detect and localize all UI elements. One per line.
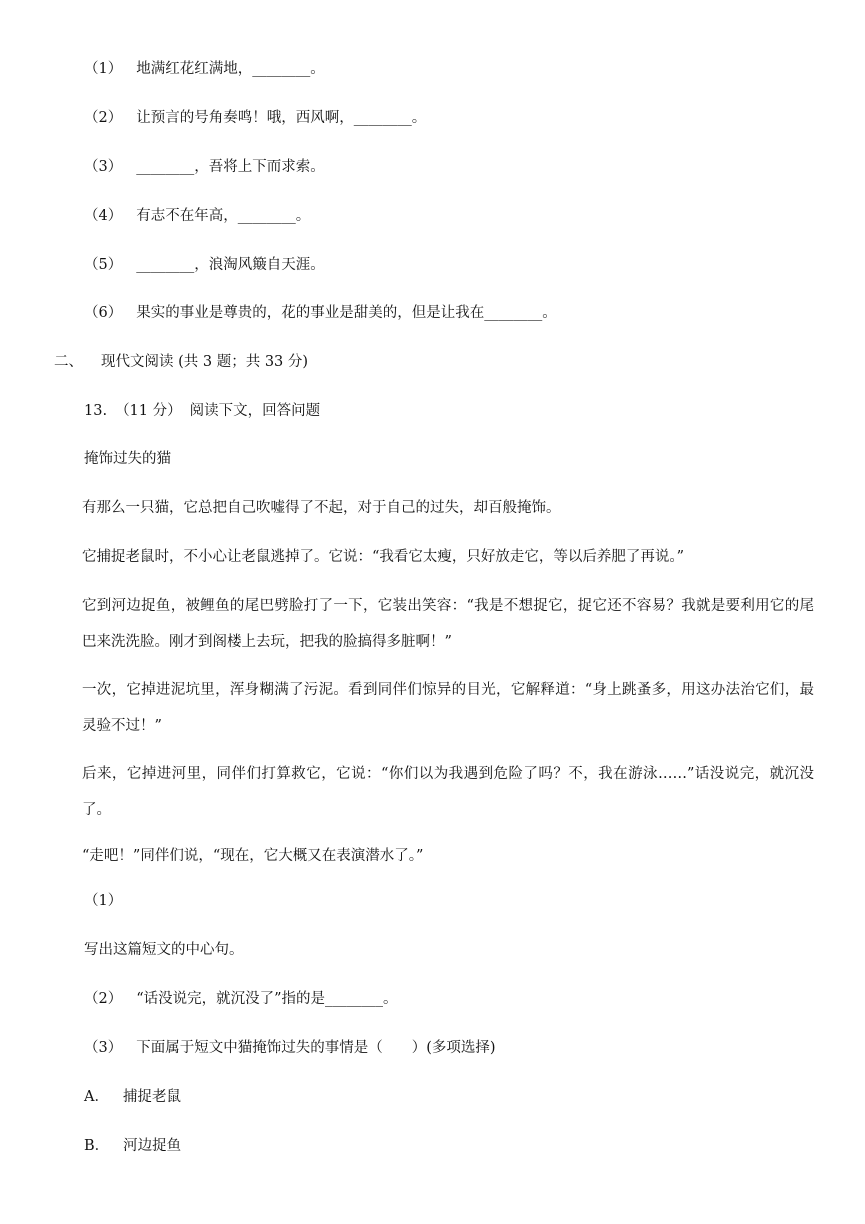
item-number: （4） xyxy=(84,208,123,224)
question-heading xyxy=(84,401,320,421)
option-a xyxy=(84,1087,181,1107)
question-number: 13. xyxy=(84,403,108,419)
blank-item-6 xyxy=(84,303,557,323)
section-heading xyxy=(54,352,308,372)
blank-item-3 xyxy=(84,157,325,177)
item-text: 让预言的号角奏鸣！哦，西风啊，________。 xyxy=(136,110,427,126)
sub-question-3 xyxy=(84,1038,496,1058)
sub-question-text: “话没说完，就沉没了”指的是________。 xyxy=(136,991,398,1007)
option-letter: A． xyxy=(84,1089,109,1105)
blank-item-5 xyxy=(84,255,325,275)
sub-question-text: 下面属于短文中猫掩饰过失的事情是（ ）(多项选择) xyxy=(136,1040,496,1056)
article-paragraph-1: 有那么一只猫，它总把自己吹嘘得了不起，对于自己的过失，却百般掩饰。 xyxy=(82,500,561,516)
item-number: （3） xyxy=(84,159,123,175)
item-text: ________，浪淘风簸自天涯。 xyxy=(136,257,325,273)
question-prompt: 阅读下文，回答问题 xyxy=(189,403,321,419)
article-paragraph-4: 一次，它掉进泥坑里，浑身糊满了污泥。看到同伴们惊异的目光，它解释道：“身上跳蚤多，用这办法治它们，最灵验不过！” xyxy=(82,682,814,734)
option-text: 捕捉老鼠 xyxy=(122,1089,181,1105)
sub-question-2 xyxy=(84,989,398,1009)
item-number: （6） xyxy=(84,305,123,321)
item-number: （1） xyxy=(84,61,123,77)
article-title: 掩饰过失的猫 xyxy=(84,451,171,467)
option-text: 河边捉鱼 xyxy=(123,1138,182,1154)
section-title: 现代文阅读 (共 3 题；共 33 分) xyxy=(101,354,309,370)
item-text: 有志不在年高，________。 xyxy=(136,208,311,224)
sub-question-number: （2） xyxy=(84,991,123,1007)
article-paragraph-6: “走吧！”同伴们说，“现在，它大概又在表演潜水了。” xyxy=(82,848,424,864)
article-paragraph-2: 它捕捉老鼠时，不小心让老鼠逃掉了。它说：“我看它太瘦，只好放走它，等以后养肥了再说。” xyxy=(82,549,685,565)
sub-question-1-number: （1） xyxy=(84,893,123,909)
article-paragraph-3: 它到河边捉鱼，被鲤鱼的尾巴劈脸打了一下，它装出笑容：“我是不想捉它，捉它还不容易？我就是要利用它的尾巴来洗洗脸。刚才到阁楼上去玩，把我的脸搞得多脏啊！” xyxy=(82,598,814,650)
option-letter: B． xyxy=(84,1138,110,1154)
sub-question-1-text: 写出这篇短文的中心句。 xyxy=(84,942,244,958)
article-paragraph-5: 后来，它掉进河里，同伴们打算救它，它说：“你们以为我遇到危险了吗？不，我在游泳……”话没说完，就沉没了。 xyxy=(82,766,814,818)
item-text: ________，吾将上下而求索。 xyxy=(136,159,325,175)
item-number: （5） xyxy=(84,257,123,273)
option-b xyxy=(84,1136,181,1156)
section-number: 二、 xyxy=(54,354,83,370)
item-number: （2） xyxy=(84,110,123,126)
item-text: 果实的事业是尊贵的，花的事业是甜美的，但是让我在________。 xyxy=(136,305,557,321)
blank-item-1 xyxy=(84,59,325,79)
sub-question-number: （3） xyxy=(84,1040,123,1056)
question-score: （11 分） xyxy=(115,403,182,419)
item-text: 地满红花红满地，________。 xyxy=(136,61,325,77)
blank-item-4 xyxy=(84,206,310,226)
blank-item-2 xyxy=(84,108,426,128)
